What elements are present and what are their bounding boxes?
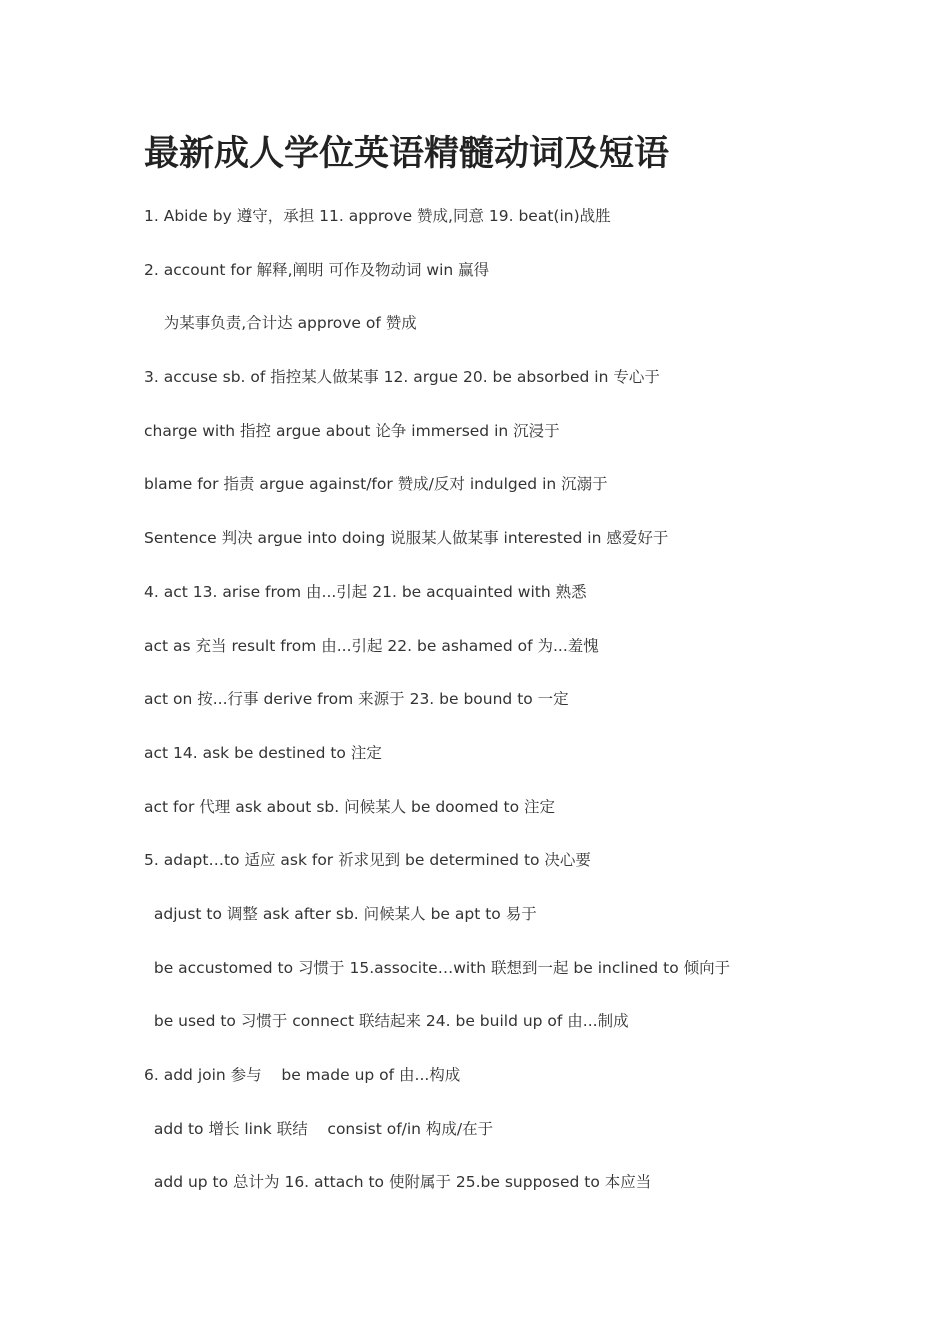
text-line: be used to 习惯于 connect 联结起来 24. be build up of 由...制成 [144,1012,629,1031]
text-line: 2. account for 解释,阐明 可作及物动词 win 赢得 [144,260,490,279]
text-line: 4. act 13. arise from 由...引起 21. be acquainted with 熟悉 [144,582,587,601]
document-title: 最新成人学位英语精髓动词及短语 [144,133,670,174]
text-line: act for 代理 ask about sb. 问候某人 be doomed to 注定 [144,797,556,816]
text-line: adjust to 调整 ask after sb. 问候某人 be apt to 易于 [144,904,537,923]
text-line: act as 充当 result from 由...引起 22. be ashamed of 为...羞愧 [144,636,599,655]
text-line: add to 增长 link 联结 consist of/in 构成/在于 [144,1119,494,1138]
text-line: add up to 总计为 16. attach to 使附属于 25.be supposed to 本应当 [144,1173,652,1192]
text-line: 1. Abide by 遵守，承担 11. approve 赞成,同意 19. beat(in)战胜 [144,207,611,225]
text-line: act 14. ask be destined to 注定 [144,743,382,762]
text-line: 3. accuse sb. of 指控某人做某事 12. argue 20. be absorbed in 专心于 [144,368,660,387]
text-line: Sentence 判决 argue into doing 说服某人做某事 interested in 感爱好于 [144,529,669,548]
text-line: 6. add join 参与 be made up of 由...构成 [144,1066,461,1084]
text-line: charge with 指控 argue about 论争 immersed in 沉浸于 [144,421,560,440]
text-line: 5. adapt…to 适应 ask for 祈求见到 be determined to 决心要 [144,851,591,870]
vocabulary-list [144,203,924,1223]
text-line: 为某事负责,合计达 approve of 赞成 [144,314,417,333]
text-line: blame for 指责 argue against/for 赞成/反对 indulged in 沉溺于 [144,475,608,494]
text-line: be accustomed to 习惯于 15.associte…with 联想到一起 be inclined to 倾向于 [144,958,731,977]
text-line: act on 按...行事 derive from 来源于 23. be bound to 一定 [144,690,569,709]
